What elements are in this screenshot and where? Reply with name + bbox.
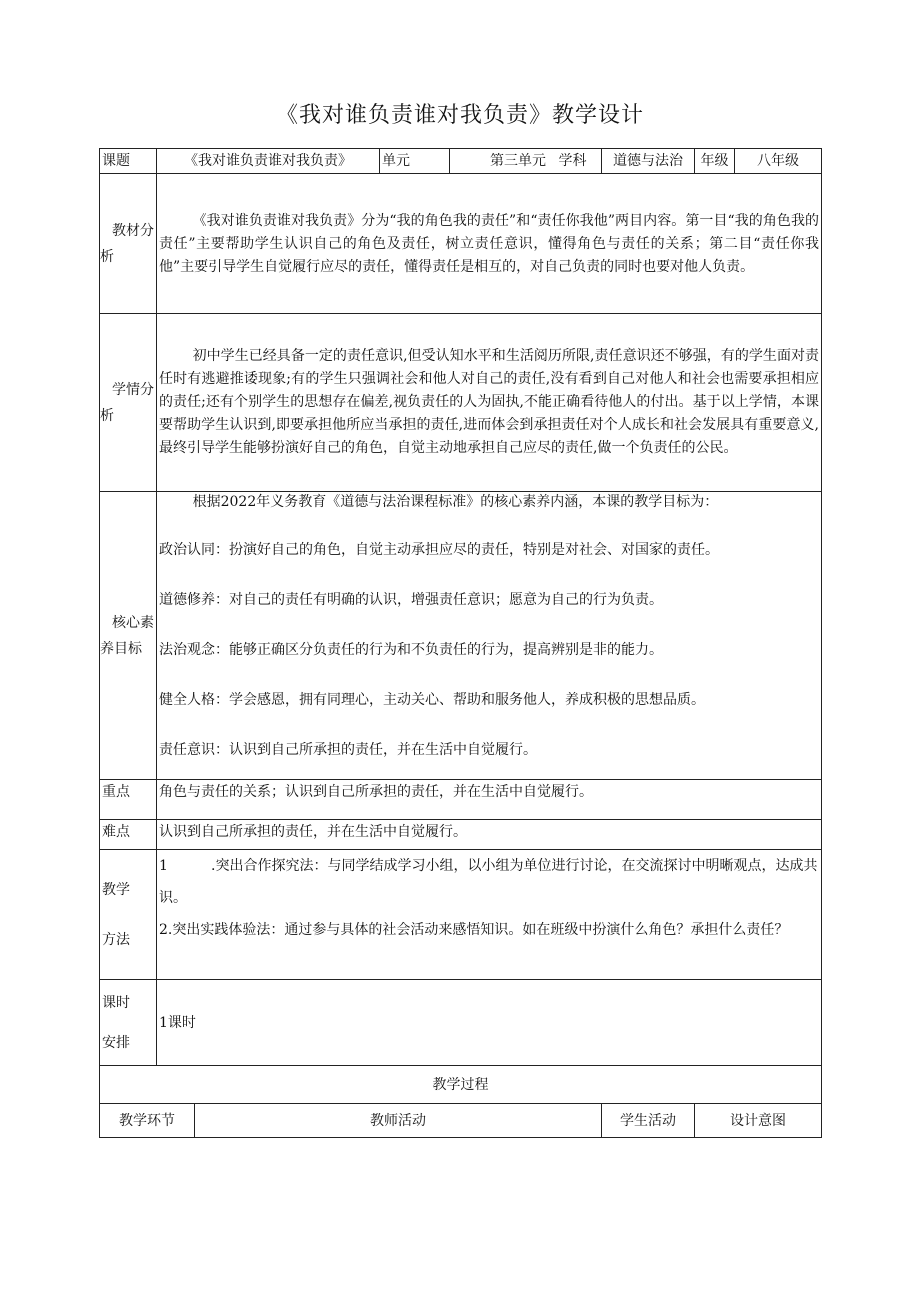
process-title: 教学过程: [100, 1066, 822, 1104]
grade-value: 八年级: [735, 149, 822, 174]
core-goals-row: [100, 492, 822, 780]
process-col-teacher: 教师活动: [195, 1104, 602, 1138]
core-goals-label: 核心素 养目标: [100, 492, 157, 780]
subject-value: 道德与法治: [602, 149, 695, 174]
unit-subject-cell: [450, 149, 602, 174]
difficult-point-row: [100, 820, 822, 850]
method-1: [159, 850, 819, 914]
topic-value: 《我对谁负责谁对我负责》: [157, 149, 380, 174]
lesson-plan-table: [99, 148, 822, 1138]
goal-law: 法治观念：能够正确区分负责任的行为和不负责任的行为，提高辨别是非的能力。: [159, 642, 663, 658]
process-header-row: [100, 1104, 822, 1138]
student-analysis-label: 学情分 析: [100, 314, 157, 492]
goal-political: 政治认同：扮演好自己的角色，自觉主动承担应尽的责任，特别是对社会、对国家的责任。: [159, 542, 719, 558]
schedule-label: 课时 安排: [100, 980, 157, 1066]
teaching-methods-row: [100, 850, 822, 980]
unit-label: 单元: [380, 149, 450, 174]
method-1-text: .突出合作探究法：与同学结成学习小组，以小组为单位进行讨论，在交流探讨中明晰观点，达成共识。: [159, 858, 818, 906]
process-col-student: 学生活动: [602, 1104, 695, 1138]
core-goals-intro: 根据2022年义务教育《道德与法治课程标准》的核心素养内涵，本课的教学目标为：: [192, 494, 719, 510]
schedule-text: 1课时: [157, 980, 822, 1066]
textbook-analysis-label: 教材分 析: [100, 174, 157, 314]
method-1-number: 1: [159, 858, 168, 874]
process-col-stage: 教学环节: [100, 1104, 195, 1138]
schedule-row: [100, 980, 822, 1066]
grade-label: 年级: [695, 149, 735, 174]
difficult-point-label: 难点: [100, 820, 157, 850]
topic-label: 课题: [100, 149, 157, 174]
student-analysis-row: [100, 314, 822, 492]
goal-responsibility: 责任意识：认识到自己所承担的责任，并在生活中自觉履行。: [159, 742, 537, 758]
process-title-row: [100, 1066, 822, 1104]
textbook-analysis-text: 《我对谁负责谁对我负责》分为“我的角色我的责任”和“责任你我他”两目内容。第一目“我的角色我的责任”主要帮助学生认识自己的角色及责任，树立责任意识，懂得角色与责任的关系；第二目“责任你我他”主要引导学生自觉履行应尽的责任，懂得责任是相互的，对自己负责的同时也要对他人负责。: [157, 174, 822, 314]
difficult-point-text: 认识到自己所承担的责任，并在生活中自觉履行。: [157, 820, 822, 850]
student-analysis-text: 初中学生已经具备一定的责任意识,但受认知水平和生活阅历所限,责任意识还不够强，有的学生面对责任时有逃避推诿现象;有的学生只强调社会和他人对自己的责任,没有看到自己对他人和社会也需要承担相应的责任;还有个别学生的思想存在偏差,视负责任的人为固执,不能正确看待他人的付出。基于以上学情，本课要帮助学生认识到,即要承担他所应当承担的责任,进而体会到承担责任对个人成长和社会发展具有重要意义,最终引导学生能够扮演好自己的角色，自觉主动地承担自己应尽的责任,做一个负责任的公民。: [157, 314, 822, 492]
header-row: [100, 149, 822, 174]
goal-personality: 健全人格：学会感恩，拥有同理心，主动关心、帮助和服务他人，养成积极的思想品质。: [159, 692, 705, 708]
key-point-row: [100, 780, 822, 820]
teaching-methods-content: [157, 850, 822, 980]
method-2: 2.突出实践体验法：通过参与具体的社会活动来感悟知识。如在班级中扮演什么角色？承担什么责任？: [159, 922, 789, 938]
teaching-methods-label: 教学 方法: [100, 850, 157, 980]
key-point-label: 重点: [100, 780, 157, 820]
goal-moral: 道德修养：对自己的责任有明确的认识，增强责任意识；愿意为自己的行为负责。: [159, 592, 663, 608]
unit-value: 第三单元: [490, 153, 546, 169]
core-goals-content: [157, 492, 822, 780]
document-title: 《我对谁负责谁对我负责》教学设计: [275, 103, 644, 128]
key-point-text: 角色与责任的关系；认识到自己所承担的责任，并在生活中自觉履行。: [157, 780, 822, 820]
subject-label: 学科: [558, 153, 587, 169]
textbook-analysis-row: [100, 174, 822, 314]
process-col-intent: 设计意图: [695, 1104, 822, 1138]
